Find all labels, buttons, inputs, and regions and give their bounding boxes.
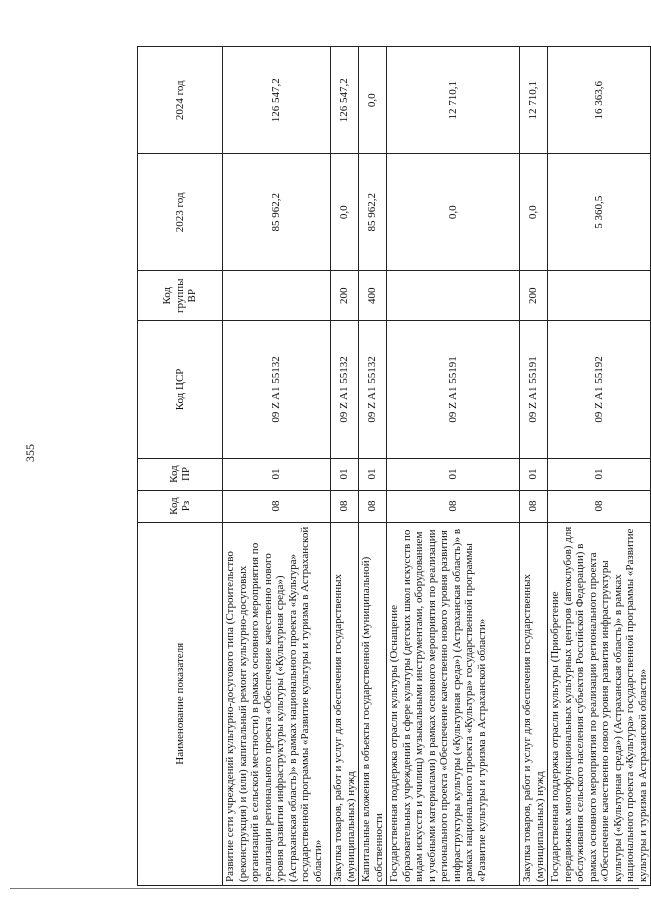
row-2024: 126 547,2 bbox=[223, 47, 331, 155]
row-name: Государственная поддержка отрасли культуры (Приобретение передвижных многофункциональных культурных центров (автоклубов) для обслуживания сельского населения субъектов Российской Федерации) в рамках основного мероприятия по реализации регионального проекта «Обеспечение качественно нового уровня развития инфраструктуры культуры («Культурная среда») (Астраханская область)» в рамках национального проекта «Культура» государственной программы «Развитие культуры и туризма в Астраханской области» bbox=[548, 522, 651, 885]
row-2023: 85 962,2 bbox=[359, 154, 387, 271]
row-name: Развитие сети учреждений культурно-досугового типа (Строительство (реконструкция) и (или) капитальный ремонт культурно-досуговых организаций в сельской местности) в рамках основного мероприятия по реализации регионального проекта «Обеспечение качественно нового уровня развития инфраструктуры культуры («Культурная среда») (Астраханская область)» в рамках национального проекта «Культура» государственной программы «Развитие культуры и туризма в Астраханской области» bbox=[223, 522, 331, 885]
row-rz: 08 bbox=[387, 490, 520, 522]
row-rz: 08 bbox=[359, 490, 387, 522]
row-pr: 01 bbox=[331, 458, 359, 490]
table-row bbox=[387, 47, 520, 886]
row-name: Государственная поддержка отрасли культуры (Оснащение образовательных учреждений в сфере культуры (детских школ искусств по видам искусств и училищ) музыкальными инструментами, оборудованием и учебными материалами) в рамках основного мероприятия по реализации регионального проекта «Обеспечение качественно нового уровня развития инфраструктуры культуры («Культурная среда») (Астраханская область)» в рамках национального проекта «Культура» государственной программы «Развитие культуры и туризма в Астраханской области» bbox=[387, 522, 520, 885]
row-vr bbox=[387, 271, 520, 321]
row-name: Закупка товаров, работ и услуг для обеспечения государственных (муниципальных) нужд bbox=[331, 522, 359, 885]
budget-table bbox=[137, 46, 651, 886]
table-header-row bbox=[138, 47, 223, 886]
header-2023: 2023 год bbox=[138, 154, 223, 271]
row-name: Закупка товаров, работ и услуг для обеспечения государственных (муниципальных) нужд bbox=[520, 522, 548, 885]
header-name: Наименование показателя bbox=[138, 522, 223, 885]
header-csr: Код ЦСР bbox=[138, 321, 223, 458]
row-csr: 09 Z A1 55191 bbox=[387, 321, 520, 458]
row-2024: 126 547,2 bbox=[331, 47, 359, 155]
row-csr: 09 Z A1 55192 bbox=[548, 321, 651, 458]
page-number: 355 bbox=[23, 444, 37, 462]
row-rz: 08 bbox=[331, 490, 359, 522]
row-rz: 08 bbox=[223, 490, 331, 522]
row-csr: 09 Z A1 55191 bbox=[520, 321, 548, 458]
row-vr bbox=[548, 271, 651, 321]
bottom-divider bbox=[10, 888, 639, 889]
row-vr: 400 bbox=[359, 271, 387, 321]
table-row bbox=[331, 47, 359, 886]
row-2024: 12 710,1 bbox=[520, 47, 548, 155]
row-vr bbox=[223, 271, 331, 321]
table-row bbox=[548, 47, 651, 886]
header-pr: Код ПР bbox=[138, 458, 223, 490]
row-pr: 01 bbox=[387, 458, 520, 490]
row-name: Капитальные вложения в объекты государственной (муниципальной) собственности bbox=[359, 522, 387, 885]
header-2024: 2024 год bbox=[138, 47, 223, 155]
row-2023: 85 962,2 bbox=[223, 154, 331, 271]
row-vr: 200 bbox=[520, 271, 548, 321]
row-rz: 08 bbox=[520, 490, 548, 522]
table-row bbox=[520, 47, 548, 886]
row-csr: 09 Z A1 55132 bbox=[359, 321, 387, 458]
budget-table-rotated bbox=[137, 46, 649, 886]
row-pr: 01 bbox=[223, 458, 331, 490]
header-vr: Код группы ВР bbox=[138, 271, 223, 321]
row-pr: 01 bbox=[520, 458, 548, 490]
row-2023: 0,0 bbox=[387, 154, 520, 271]
row-2024: 0,0 bbox=[359, 47, 387, 155]
row-pr: 01 bbox=[548, 458, 651, 490]
row-vr: 200 bbox=[331, 271, 359, 321]
table-row bbox=[359, 47, 387, 886]
header-rz: Код Рз bbox=[138, 490, 223, 522]
row-rz: 08 bbox=[548, 490, 651, 522]
row-2023: 0,0 bbox=[520, 154, 548, 271]
row-pr: 01 bbox=[359, 458, 387, 490]
row-csr: 09 Z A1 55132 bbox=[331, 321, 359, 458]
row-2024: 16 363,6 bbox=[548, 47, 651, 155]
row-2023: 0,0 bbox=[331, 154, 359, 271]
table-row bbox=[223, 47, 331, 886]
row-2024: 12 710,1 bbox=[387, 47, 520, 155]
row-2023: 5 360,5 bbox=[548, 154, 651, 271]
row-csr: 09 Z A1 55132 bbox=[223, 321, 331, 458]
